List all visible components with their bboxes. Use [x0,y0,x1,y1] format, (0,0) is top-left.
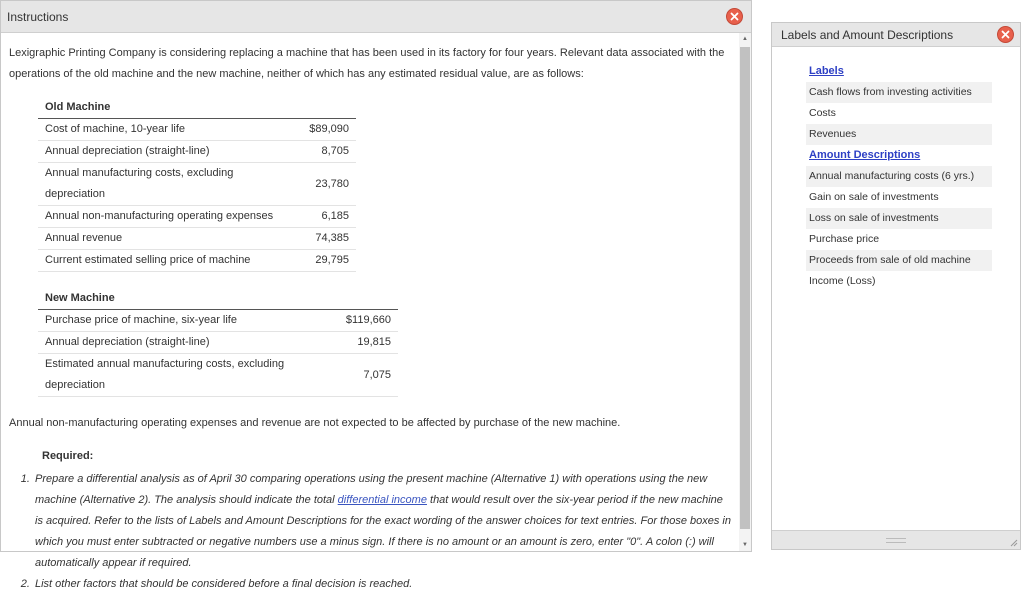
requirement-1: 1. Prepare a differential analysis as of April 30 comparing operations using the present machine (Alternative 1) with operations using the new machine (Alternative 2). The analysis should indicate the total differential income that would result over the six-year period if the new machine is acquired. Refer to the lists of Labels and Amount Descriptions for the exact wording of the answer choices for text entries. For those boxes in which you must enter subtracted or negative numbers use a minus sign. If there is no amount or an amount is zero, enter "0". A colon (:) will automatically appear if required. [33,469,731,574]
new-machine-table [38,288,398,397]
table-row: Current estimated selling price of machine 29,795 [38,250,356,272]
required-label: Required: [42,450,94,462]
instructions-header [1,1,751,33]
scroll-thumb[interactable] [740,47,750,529]
intro-text: Lexigraphic Printing Company is considering replacing a machine that has been used in its factory for four years. Relevant data associated with the operations of the old machine and the new machine, neither of which has any estimated residual value, are as follows: [9,47,725,80]
scroll-up-icon[interactable]: ▲ [742,36,748,42]
instructions-content [1,33,739,590]
close-icon [730,12,739,21]
amount-descriptions-heading[interactable]: Amount Descriptions [809,149,921,161]
scroll-down-icon[interactable]: ▼ [742,542,748,548]
differential-income-link[interactable]: differential income [337,494,427,506]
old-machine-table [38,97,356,272]
table-row: Annual revenue 74,385 [38,228,356,250]
requirement-2: 2. List other factors that should be considered before a final decision is reached. [33,574,731,595]
list-item: Loss on sale of investments [806,208,992,229]
table-row: Annual depreciation (straight-line) 19,815 [38,332,398,354]
list-item: Income (Loss) [809,275,876,287]
labels-header [772,23,1020,47]
corner-resize-icon[interactable] [1008,537,1018,547]
list-item: Annual manufacturing costs (6 yrs.) [806,166,992,187]
table-row: Annual depreciation (straight-line) 8,705 [38,141,356,163]
list-item: Proceeds from sale of old machine [806,250,992,271]
list-item: Gain on sale of investments [809,191,939,203]
close-icon [1001,30,1010,39]
labels-list [806,61,992,292]
table-row: Annual non-manufacturing operating expenses 6,185 [38,206,356,228]
old-machine-heading: Old Machine [38,97,356,119]
list-item: Cash flows from investing activities [806,82,992,103]
table-row: Annual manufacturing costs, excluding depreciation 23,780 [38,163,356,206]
list-item: Purchase price [809,233,880,245]
instructions-close-button[interactable] [726,8,743,25]
instructions-title: Instructions [7,9,69,24]
labels-close-button[interactable] [997,26,1014,43]
table-row: Estimated annual manufacturing costs, excluding depreciation 7,075 [38,354,398,397]
list-item: Costs [809,107,836,119]
panel-resize-bar[interactable] [772,530,1020,549]
table-row: Purchase price of machine, six-year life $119,660 [38,310,398,332]
table-row: Cost of machine, 10-year life $89,090 [38,119,356,141]
labels-panel [771,22,1021,550]
instructions-scrollbar[interactable] [739,33,751,551]
requirements-list [9,469,731,595]
labels-panel-title: Labels and Amount Descriptions [781,27,954,42]
list-item: Revenues [806,124,992,145]
new-machine-heading: New Machine [38,288,398,310]
resize-grip-icon[interactable] [886,538,906,543]
labels-heading[interactable]: Labels [809,65,844,77]
note-text: Annual non-manufacturing operating expenses and revenue are not expected to be affected by purchase of the new machine. [9,417,621,429]
